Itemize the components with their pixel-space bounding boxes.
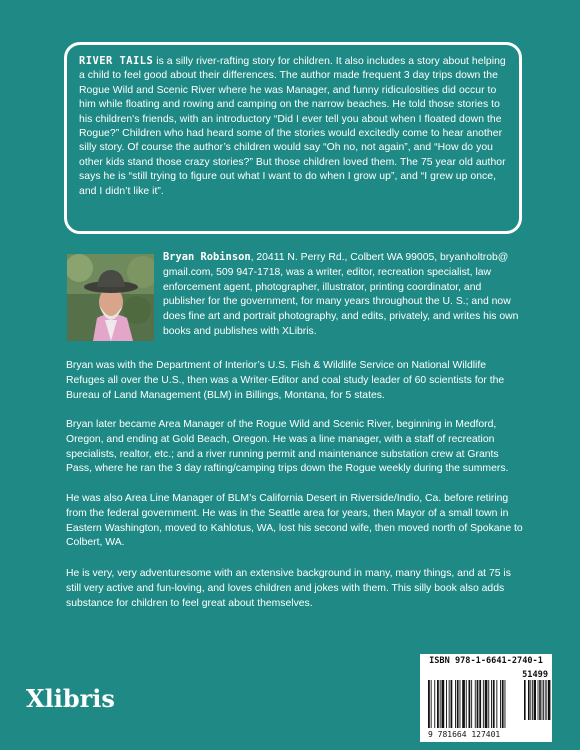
barcode-bars <box>420 654 552 742</box>
bio-paragraph: Bryan later became Area Manager of the Rogue Wild and Scenic River, beginning in Medford, Oregon, and ending at Gold Beach, Oregon. He was a line manager, with a staff of recreation specialists, realtor, etc.; and a river running permit and maintenance substation crew at Grants Pass, where he ran the 3 day rafting/camping trips down the Rogue weekly during the summers. <box>66 419 509 475</box>
author-name: Bryan Robinson <box>163 251 251 263</box>
publisher-logo: Xlibris <box>26 684 115 713</box>
author-photo <box>67 254 154 341</box>
blurb-body: is a silly river-rafting story for children. It also includes a story about helping a child to feel good about their differences. The author made frequent 3 day trips down the Rogue Wild and Scenic River where he was Manager, and funny ridiculosities did occur to him while floating and rowing and camping on the narrow beaches. He told those stories to his children's friends, with an introductory “Did I ever tell you about when I floated down the Rogue?” Children who had heard some of the stories would excitedly come to hear another silly story. Of course the author’s children would say “Oh no, not again”, and “How do you other kids stand those crazy stories?” But those children loved them. The 75 year old author says he is “still trying to figure out what I want to do when I grow up”, and “I grew up once, and I didn’t like it”. <box>79 56 506 197</box>
price-code: 51499 <box>522 670 548 680</box>
back-cover-blurb-box <box>64 42 522 234</box>
bio-paragraph: Bryan was with the Department of Interior’s U.S. Fish & Wildlife Service on National Wildlife Refuges all over the U.S., then was a Writer-Editor and coal study leader of 60 scientists for the Bureau of Land Management (BLM) in Billings, Montana, for 5 states. <box>66 360 505 401</box>
author-bio-text: , 20411 N. Perry Rd., Colbert WA 99005, bryanholtrob@ gmail.com, 509 947-1718, was a writer, editor, recreation specialist, law enforcement agent, photographer, illustrator, printing coordinator, and publisher for the government, for many years throughout the U. S.; and now does fine art and portrait photography, and edits, privately, and writes his own books and publishes with XLibris. <box>163 252 519 337</box>
author-portrait-image <box>67 254 154 341</box>
bio-paragraph: He is very, very adventuresome with an extensive background in many, many things, and at 75 is still very active and fun-loving, and loves children and jokes with them. This silly book also adds substance for children to feel great about themselves. <box>66 568 511 609</box>
book-title: RIVER TAILS <box>79 55 154 67</box>
bio-paragraph: He was also Area Line Manager of BLM’s California Desert in Riverside/Indio, Ca. before retiring from the federal government. He was in the Seattle area for years, then Mayor of a small town in Eastern Washington, moved to Kahlotus, WA, lost his second wife, then moved north of Spokane to Colbert, WA. <box>66 493 523 549</box>
isbn-text: ISBN 978-1-6641-2740-1 <box>429 656 543 666</box>
author-bio-intro <box>163 250 520 340</box>
blurb-text <box>79 54 509 199</box>
isbn-barcode <box>420 654 552 742</box>
ean-number: 9 781664 127401 <box>428 730 501 739</box>
